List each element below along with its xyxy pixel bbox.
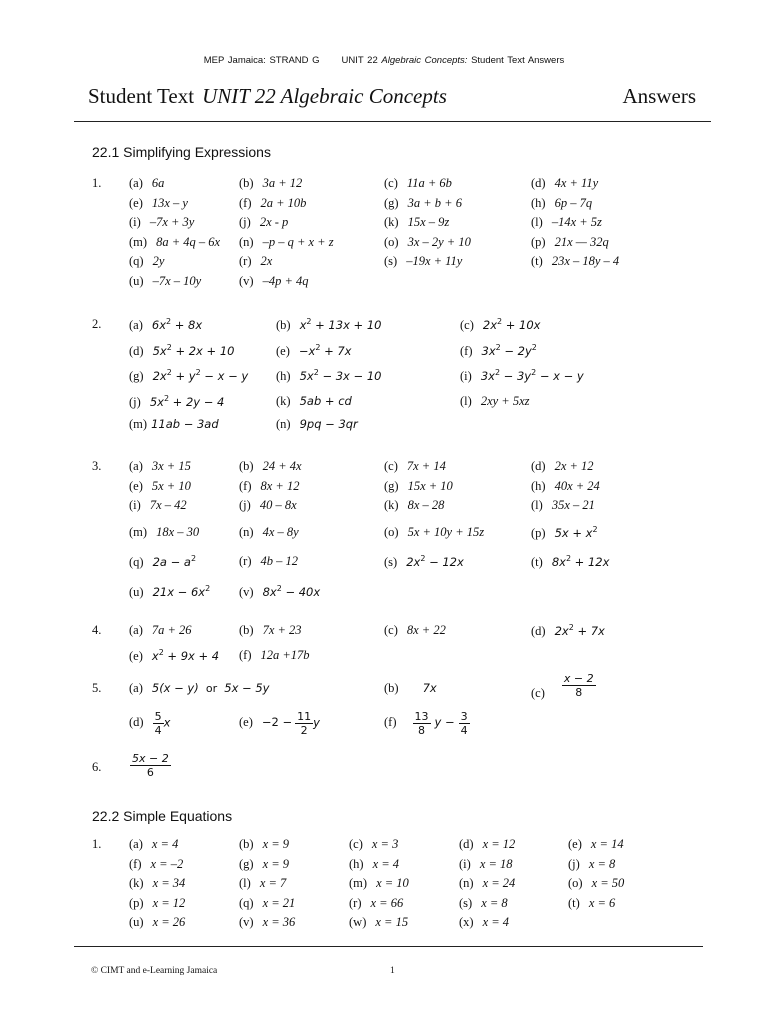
equation-answer-j: (j) x = 8: [568, 856, 616, 871]
equation-answer-x: (x) x = 4: [459, 915, 510, 930]
header-unit-title: Algebraic Concepts:: [381, 55, 468, 66]
equation-answer-q: (q) x = 21: [239, 895, 296, 910]
answer-1-l: (l) –14x + 5z: [531, 215, 602, 230]
answer-1-t: (t) 23x – 18y – 4: [531, 254, 620, 269]
answer-1-i: (i) –7x + 3y: [129, 215, 195, 230]
answer-2b: (b) $x^2 + 13x + 10$: [276, 317, 382, 332]
answer-4f: (f) 12a +17b: [239, 648, 310, 662]
title-divider: [74, 121, 711, 122]
question-number: 6.: [92, 760, 102, 774]
section-heading-simple-equations: 22.2 Simple Equations: [92, 808, 233, 824]
answer-3-o: (o) 5x + 10y + 15z: [384, 525, 485, 539]
question-number: 5.: [92, 681, 102, 695]
answer-2i: (i) $3x^2 - 3y^2 - x - y$: [460, 368, 584, 383]
equation-answer-p: (p) x = 12: [129, 895, 186, 910]
title-answers: Answers: [622, 84, 696, 108]
footer-copyright: © CIMT and e-Learning Jamaica: [91, 966, 218, 976]
answer-4d: (d) $2x^2 + 7x$: [531, 623, 605, 638]
answer-3-i: (i) 7x – 42: [129, 498, 187, 512]
answer-1-c: (c) 11a + 6b: [384, 176, 452, 190]
equation-answer-b: (b) x = 9: [239, 837, 290, 851]
page-number: 1: [390, 966, 395, 976]
answer-1-e: (e) 13x – y: [129, 195, 188, 210]
answer-4a: (a) 7a + 26: [129, 623, 192, 637]
equation-answer-l: (l) x = 7: [239, 876, 287, 891]
answer-1-d: (d) 4x + 11y: [531, 176, 599, 190]
equation-answer-e: (e) x = 14: [568, 837, 624, 851]
footer-divider: [74, 946, 703, 947]
answer-2n: (n) 9pq − 3qr: [276, 417, 358, 431]
equation-answer-f: (f) x = –2: [129, 856, 184, 871]
answer-3-d: (d) 2x + 12: [531, 459, 594, 473]
equation-answer-a: (a) x = 4: [129, 837, 179, 851]
answer-3-h: (h) 40x + 24: [531, 479, 600, 493]
answer-3-n: (n) 4x – 8y: [239, 525, 299, 539]
answer-5b: (b) 7x: [384, 681, 437, 695]
answer-1-j: (j) 2x - p: [239, 215, 289, 230]
answer-1-k: (k) 15x – 9z: [384, 215, 450, 230]
answer-1-r: (r) 2x: [239, 254, 273, 269]
running-header: [0, 55, 768, 66]
answer-2c: (c) $2x^2 + 10x$: [460, 317, 541, 332]
answer-2g: (g) $2x^2 + y^2 - x - y$: [129, 368, 249, 383]
equation-answer-g: (g) x = 9: [239, 856, 290, 871]
answer-3-a: (a) 3x + 15: [129, 459, 191, 473]
equation-answer-o: (o) x = 50: [568, 876, 625, 891]
answer-1-h: (h) 6p – 7q: [531, 195, 593, 210]
question-number: 1.: [92, 837, 102, 851]
answer-1-a: (a) 6a: [129, 176, 165, 190]
answer-5a: (a) 5(x − y) or 5x − 5y: [129, 681, 270, 695]
answer-1-m: (m) 8a + 4q – 6x: [129, 234, 221, 249]
equation-answer-s: (s) x = 8: [459, 895, 508, 910]
answer-5e: (e) −2 − $\frac{11}{2}$ y: [239, 710, 320, 737]
answer-3-b: (b) 24 + 4x: [239, 459, 302, 473]
equation-answer-h: (h) x = 4: [349, 856, 400, 871]
answer-3-f: (f) 8x + 12: [239, 479, 300, 493]
answer-2l: (l) 2xy + 5xz: [460, 394, 530, 408]
answer-2m: (m) 11ab − 3ad: [129, 417, 219, 431]
title-italic: UNIT 22 Algebraic Concepts: [202, 84, 447, 108]
answer-2a: (a) $6x^2 + 8x$: [129, 317, 203, 332]
answer-3r: (r) 4b – 12: [239, 554, 298, 568]
answer-3-g: (g) 15x + 10: [384, 479, 453, 493]
question-number: 3.: [92, 459, 102, 473]
equation-answer-i: (i) x = 18: [459, 856, 513, 871]
answer-1-g: (g) 3a + b + 6: [384, 195, 462, 210]
question-number: 4.: [92, 623, 102, 637]
equation-answer-v: (v) x = 36: [239, 915, 296, 930]
answer-2h: (h) $5x^2 - 3x - 10$: [276, 368, 382, 383]
equation-answer-r: (r) x = 66: [349, 895, 404, 910]
answer-2e: $(e) -x^2 + 7x$: [276, 343, 352, 358]
title-plain: Student Text: [88, 84, 195, 108]
answer-2d: (d) $5x^2 + 2x + 10$: [129, 343, 235, 358]
answer-5c: (c) $\frac{x - 2}{8}$: [531, 672, 594, 701]
answer-3-k: (k) 8x – 28: [384, 498, 445, 512]
header-unit: UNIT 22: [341, 55, 378, 66]
answer-1-p: (p) 21x — 32q: [531, 234, 609, 249]
answer-2f: (f) $3x^2 - 2y^2$: [460, 343, 537, 358]
header-doc: Student Text Answers: [471, 55, 565, 66]
equation-answer-k: (k) x = 34: [129, 876, 186, 891]
answer-1-s: (s) –19x + 11y: [384, 254, 463, 269]
answer-4c: (c) 8x + 22: [384, 623, 446, 637]
answer-2k: (k) 5ab + cd: [276, 394, 352, 408]
answer-4e: (e) $x^2 + 9x + 4$: [129, 648, 220, 663]
answer-1-b: (b) 3a + 12: [239, 176, 303, 190]
equation-answer-t: (t) x = 6: [568, 895, 616, 910]
answer-5f: (f) $\frac{13}{8}$ y − $\frac{3}{4}$: [384, 710, 468, 737]
answer-3-m: (m) 18x – 30: [129, 525, 200, 539]
answer-3-c: (c) 7x + 14: [384, 459, 446, 473]
equation-answer-n: (n) x = 24: [459, 876, 516, 891]
answer-1-f: (f) 2a + 10b: [239, 195, 307, 210]
question-number: 2.: [92, 317, 102, 331]
section-heading-simplifying: 22.1 Simplifying Expressions: [92, 144, 271, 160]
answer-3q: (q) $2a - a^2$: [129, 554, 197, 569]
answer-3v: (v) $8x^2 - 40x$: [239, 584, 321, 599]
answer-1-u: (u) –7x – 10y: [129, 274, 202, 288]
answer-3t: (t) $8x^2 + 12x$: [531, 554, 610, 569]
answer-1-v: (v) –4p + 4q: [239, 274, 309, 288]
answer-1-n: (n) –p – q + x + z: [239, 234, 334, 249]
equation-answer-d: (d) x = 12: [459, 837, 516, 851]
equation-answer-w: (w) x = 15: [349, 915, 409, 930]
equation-answer-u: (u) x = 26: [129, 915, 186, 930]
page-title: [88, 84, 696, 114]
answer-3s: (s) $2x^2 - 12x$: [384, 554, 464, 569]
question-number: 1.: [92, 176, 102, 190]
answer-2j: (j) $5x^2 + 2y - 4$: [129, 394, 225, 409]
answer-3-l: (l) 35x – 21: [531, 498, 595, 512]
equation-answer-m: (m) x = 10: [349, 876, 409, 891]
answer-1-o: (o) 3x – 2y + 10: [384, 234, 471, 249]
header-series: MEP Jamaica: STRAND G: [203, 55, 320, 66]
answer-3u: (u) $21x - 6x^2$: [129, 584, 211, 599]
answer-5d: (d) $\frac{5}{4}$ x: [129, 710, 171, 737]
answer-3-e: (e) 5x + 10: [129, 479, 191, 493]
answer-1-q: (q) 2y: [129, 254, 165, 269]
answer-3-j: (j) 40 – 8x: [239, 498, 297, 512]
answer-3p: (p) $5x + x^2$: [531, 525, 598, 540]
answer-4b: (b) 7x + 23: [239, 623, 302, 637]
equation-answer-c: (c) x = 3: [349, 837, 399, 851]
